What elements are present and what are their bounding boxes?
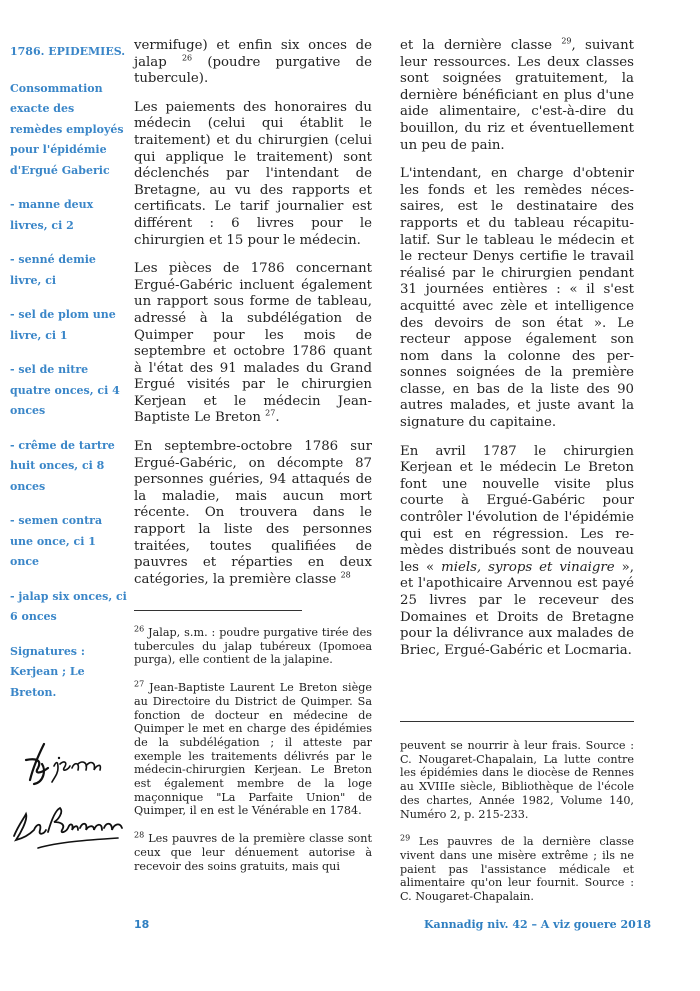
footnote-29 bbox=[400, 835, 634, 904]
paragraph bbox=[400, 444, 634, 660]
footnote-27 bbox=[134, 681, 372, 818]
paragraph: Les paiements des honoraires du médecin (celui qui établit le traitement) et du chirurgien (celui qui applique le traitement) sont déclenchés par l'intendant de Bretagne, au vu des rapports et certificats. Le tarif journalier est différent : 6 livres pour le chirurgien et 15 pour le médecin. bbox=[134, 99, 372, 248]
sidebar-item: - manne deux livres, ci 2 bbox=[10, 198, 94, 232]
footnote-number: 29 bbox=[400, 833, 411, 843]
footnote-ref-29[interactable]: 29 bbox=[561, 36, 572, 46]
text: . bbox=[275, 410, 280, 426]
footnote-28-continuation: peuvent se nourrir à leur frais. Source : C. Nougaret-Chapalain, La lutte contre les épidémies dans le diocèse de Rennes au XVIIIe siècle, Bibliothèque de l'école des chartes, Année 1982, Volume 140, Numéro 2, p. 215-233. bbox=[400, 739, 634, 821]
footnote-number: 26 bbox=[134, 624, 145, 634]
sidebar-title: 1786. EPIDEMIES. bbox=[10, 45, 126, 58]
paragraph bbox=[134, 439, 372, 588]
footnote-ref-28[interactable]: 28 bbox=[340, 570, 351, 580]
footnote-number: 28 bbox=[134, 830, 145, 840]
signature-le-breton-image bbox=[8, 800, 133, 859]
sidebar-item: - sel de plom une livre, ci 1 bbox=[10, 308, 116, 342]
footnotes-right bbox=[400, 739, 634, 918]
footnotes-middle bbox=[134, 626, 372, 887]
footnote-separator bbox=[134, 610, 302, 611]
text: , suivant leur ressources. Les deux classes sont soignées gratuitement, la dernière bénéficiant en plus d'une aide alimentaire, c'est-à-dire du bouillon, du riz et éventuellement un peu de pain. bbox=[400, 38, 634, 153]
footnote-28 bbox=[134, 832, 372, 873]
footnote-ref-27[interactable]: 27 bbox=[265, 409, 276, 419]
article-column-middle bbox=[134, 38, 372, 600]
sidebar-item: - sel de nitre quatre onces, ci 4 onces bbox=[10, 363, 120, 417]
paragraph bbox=[400, 38, 634, 154]
paragraph bbox=[134, 261, 372, 427]
text: vermifuge) et enfin six onces de jalap bbox=[134, 38, 372, 70]
sidebar-item: - jalap six onces, ci 6 onces bbox=[10, 589, 127, 623]
publication-footer: Kannadig niv. 42 – A viz gouere 2018 bbox=[424, 918, 652, 931]
text: », et l'apothicaire Arvennou est payé 25 livres par le receveur des Domaines et Droits de Bretagne pour la délivrance aux malades de Briec, Ergué-Gabéric et Locmaria. bbox=[400, 559, 634, 658]
signature-kerjean-image bbox=[8, 738, 118, 792]
quoted-text: miels, syrops et vinaigre bbox=[441, 559, 615, 575]
footnote-separator bbox=[400, 721, 634, 722]
footnote-text: Jalap, s.m. : poudre purgative tirée des tubercules du jalap tubéreux (Ipomoea purga), elle contient de la jalapine. bbox=[134, 626, 372, 667]
page-number: 18 bbox=[134, 918, 150, 931]
footnote-text: Les pauvres de la première classe sont ceux que leur dénuement autorise à recevoir des soins gratuits, mais qui bbox=[134, 832, 372, 873]
text: Les pièces de 1786 concernant Ergué-Gabéric incluent également un rapport sous forme de tableau, adressé à la subdélégation de Quimper pour les mois de septembre et octobre 1786 quant à l'état des 91 malades du Grand Ergué visités par le chirurgien Kerjean et le médecin Jean-Baptiste Le Breton bbox=[134, 261, 372, 426]
footnote-text: Les pauvres de la dernière classe vivent dans une misère extrême ; ils ne paient pas l'assistance médicale et alimentaire qu'on leur fournit. Source : C. Nougaret-Chapalain. bbox=[400, 835, 634, 904]
sidebar-item: - senné demie livre, ci bbox=[10, 253, 96, 287]
footnote-text: Jean-Baptiste Laurent Le Breton siège au Directoire du District de Quimper. Sa fonction de docteur en médecine de Quimper le met en charge des épidémies de la subdélégation ; il atteste par exemple les traitements délivrés par le médecin-chirurgien Kerjean. Le Breton est également membre de la loge maçonnique "La Parfaite Union" de Quimper, il en est le Vénérable en 1784. bbox=[134, 681, 372, 818]
text: En avril 1787 le chirurgien Kerjean et le médecin Le Breton font une nouvelle visite plus courte à Ergué-Gabéric pour contrôler l'évolution de l'épidémie qui est en régression. Les remèdes distribués sont de nouveau les « bbox=[400, 443, 634, 575]
text: et la dernière classe bbox=[400, 38, 562, 53]
paragraph bbox=[134, 38, 372, 88]
text: (poudre purgative de tubercule). bbox=[134, 54, 372, 87]
text: En septembre-octobre 1786 sur Ergué-Gabéric, on décompte 87 personnes guéries, 94 attaqués de la maladie, mais aucun mort récente. On trouvera dans le rapport la liste des personnes traitées, toutes qualifiées de pauvres et réparties en deux catégories, la première classe bbox=[134, 439, 372, 587]
footnote-ref-26[interactable]: 26 bbox=[181, 53, 193, 63]
footnote-26 bbox=[134, 626, 372, 667]
footnote-number: 27 bbox=[134, 679, 145, 689]
sidebar-item: - semen contra une once, ci 1 once bbox=[10, 514, 103, 568]
paragraph: L'intendant, en charge d'obtenir les fonds et les remèdes nécessaires, est le destinataire des rapports et du tableau récapitulatif. Sur le tableau le médecin et le recteur Denys certifie le travail réalisé par le chirurgien pendant 31 journées entières : « il s'est acquitté avec zèle et intelligence des devoirs de son état ». Le recteur appose également son nom dans la colonne des personnes soignées de la première classe, en bas de la liste des 90 autres malades, et juste avant la signature du capitaine. bbox=[400, 166, 634, 431]
sidebar-annotation bbox=[10, 42, 128, 717]
sidebar-intro: Consommation exacte des remèdes employés pour l'épidémie d'Ergué Gaberic bbox=[10, 81, 124, 177]
sidebar-signatures: Signatures : Kerjean ; Le Breton. bbox=[10, 644, 85, 699]
article-column-right bbox=[400, 38, 634, 671]
sidebar-item: - crême de tartre huit onces, ci 8 onces bbox=[10, 438, 115, 493]
